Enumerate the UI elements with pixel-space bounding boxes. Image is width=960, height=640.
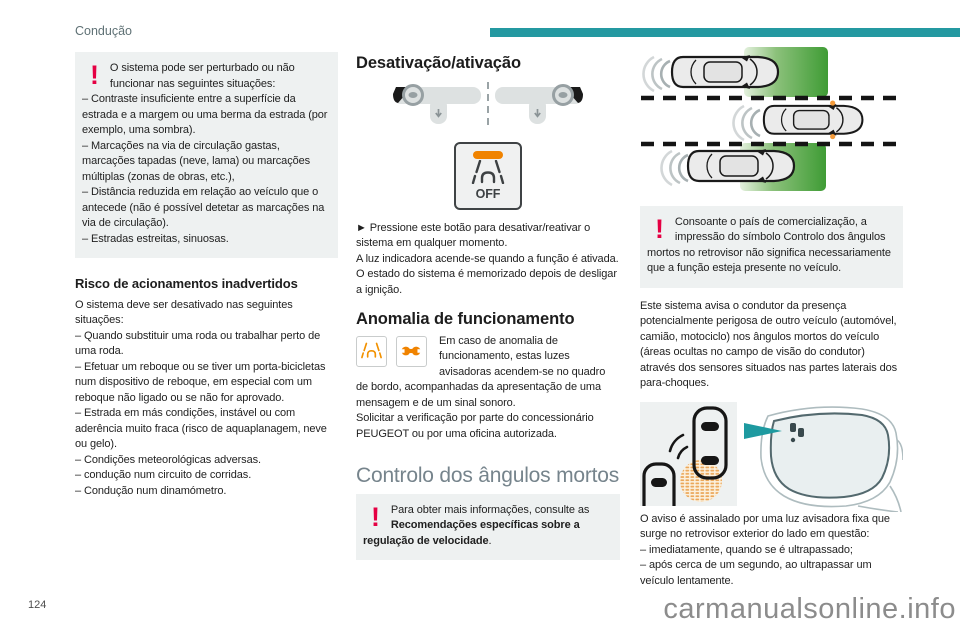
lane-departure-off-button xyxy=(454,142,522,210)
section-title-blind-spot: Controlo dos ângulos mortos xyxy=(356,464,620,487)
wrench-icon xyxy=(396,336,427,367)
paragraph: O sistema deve ser desativado nas seguintes situações: xyxy=(75,298,293,326)
list-item: – Estrada em más condições, instável ou com aderência muito fraca (risco de aquaplanagem, neve ou gelo). xyxy=(75,407,327,450)
heading-deactivation: Desativação/ativação xyxy=(356,54,521,72)
warning-list-item: – Contraste insuficiente entre a superfície da estrada e a margem ou uma berma da estrada (por exemplo, uma sombra). xyxy=(82,93,328,136)
lane-departure-off-icon xyxy=(470,160,506,184)
paragraph-indicator: A luz indicadora acende-se quando a função é ativada. xyxy=(356,252,619,265)
warning-text: Consoante o país de comercialização, a impressão do símbolo Controlo dos ângulos mortos no retrovisor não significa necessariamente que a função esteja presente no veículo. xyxy=(647,215,891,274)
heading-anomaly: Anomalia de funcionamento xyxy=(356,310,575,328)
warning-lamp-icons xyxy=(356,336,433,367)
warning-list-item: – Estradas estreitas, sinuosas. xyxy=(82,232,229,245)
column-middle xyxy=(356,56,620,560)
door-mirror-warning-illustration xyxy=(740,400,903,512)
list-item: – imediatamente, quando se é ultrapassado; xyxy=(640,543,853,556)
column-left xyxy=(75,52,338,499)
anomaly-text-2: Solicitar a verificação por parte do concessionário PEUGEOT ou por uma oficina autorizada. xyxy=(356,412,594,440)
warning-text-suffix: . xyxy=(488,534,492,547)
warning-list-item: – Distância reduzida em relação ao veículo que o antecede (não é possível detetar as marcações na via de circulação). xyxy=(82,186,325,229)
paragraph-press-button: ► Pressione este botão para desativar/reativar o sistema em qualquer momento. xyxy=(356,221,591,249)
warning-box-more-info xyxy=(356,494,620,561)
sensor-detection-illustration xyxy=(640,402,737,506)
warning-text-bold: Recomendações específicas sobre a regulação de velocidade xyxy=(363,519,580,547)
list-item: – Quando substituir uma roda ou trabalhar perto de uma roda. xyxy=(75,329,321,357)
list-item: – Efetuar um reboque ou se tiver um porta-bicicletas num dispositivo de reboque, em especial com um reboque não ligado ou se não for aprovado. xyxy=(75,360,326,404)
watermark: carmanualsonline.info xyxy=(663,593,956,625)
paragraph-warning-light: O aviso é assinalado por uma luz avisadora fixa que surge no retrovisor exterior do lado em questão: xyxy=(640,512,890,540)
paragraph-memory: O estado do sistema é memorizado depois de desligar a ignição. xyxy=(356,268,617,296)
list-item: – Condições meteorológicas adversas. xyxy=(75,453,261,466)
chapter-accent-bar xyxy=(490,28,960,37)
page-number: 124 xyxy=(28,599,47,611)
paragraph-system-description: Este sistema avisa o condutor da presença potencialmente perigosa de outro veículo (automóvel, camião, motociclo) nos ângulos mortos do veículo (áreas ocultas no campo de visão do condutor) através dos sensores situados nas partes laterais dos para-choques. xyxy=(640,299,898,389)
list-item: – condução num circuito de corridas. xyxy=(75,469,252,481)
mirror-warning-illustrations xyxy=(640,400,903,506)
anomaly-text: Em caso de anomalia de funcionamento, estas luzes avisadoras acendem-se no quadro de bordo, acompanhadas da apresentação de uma mensagem e de um sinal sonoro. xyxy=(356,334,606,409)
warning-exclamation-icon: ! xyxy=(90,60,99,90)
heading-inadvertent-activation: Risco de acionamentos inadvertidos xyxy=(75,276,298,291)
blind-spot-lanes-illustration xyxy=(640,45,903,195)
warning-list-item: – Marcações na via de circulação gastas, marcações tapadas (neve, lama) ou marcações múltiplas (zonas de obras, etc.), xyxy=(82,139,311,183)
anomaly-block xyxy=(356,334,620,412)
chapter-header: Condução xyxy=(75,24,132,38)
dashboard-lhd-rhd-illustration xyxy=(385,80,591,128)
warning-intro: O sistema pode ser perturbado ou não funcionar nas seguintes situações: xyxy=(109,62,295,90)
column-right xyxy=(640,45,903,589)
off-button-label: OFF xyxy=(475,187,501,201)
list-item: – Condução num dinamómetro. xyxy=(75,484,227,497)
warning-text-normal: Para obter mais informações, consulte as xyxy=(390,503,590,516)
warning-box-system-disturbed xyxy=(75,52,338,258)
lane-departure-warning-icon xyxy=(356,336,387,367)
warning-exclamation-icon: ! xyxy=(655,213,664,244)
warning-box-country xyxy=(640,206,903,288)
button-indicator-led xyxy=(473,151,503,159)
list-item: – após cerca de um segundo, ao ultrapassar um veículo lentamente. xyxy=(640,559,872,587)
warning-exclamation-icon: ! xyxy=(371,501,380,532)
